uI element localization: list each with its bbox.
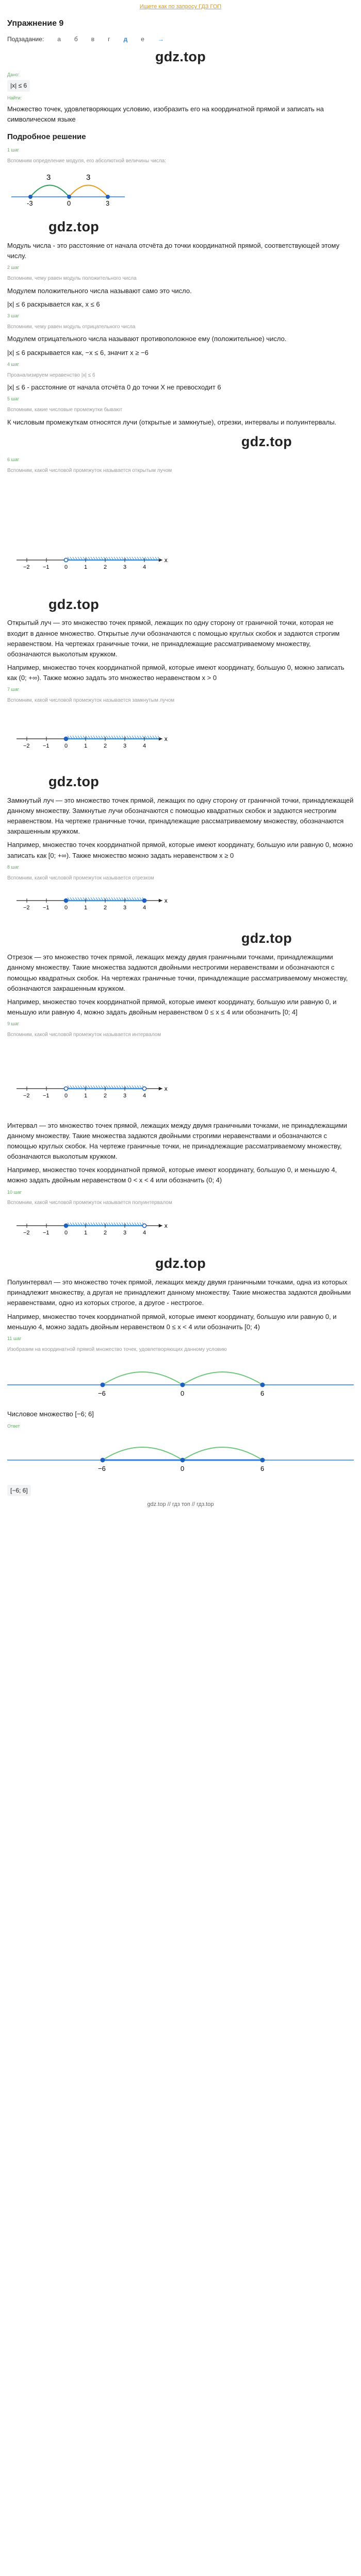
watermark-3: gdz.top: [241, 433, 292, 449]
open-point: [142, 1224, 146, 1227]
open-ray-text-1: Открытый луч — это множество точек прямой, лежащих по одну сторону от граничной точки, которая не входит в данное множество. Открытые лучи обозначаются с помощью круглых скобок и задаются строгим неравенством. На чертежах граничные точки, не принадлежащие рассматриваемому множеству, обозначаются выколотым кружком.: [7, 619, 340, 658]
open-point: [142, 1087, 146, 1090]
axis-x-label: x: [164, 735, 168, 742]
axis-x-label: x: [164, 1084, 168, 1092]
step-8-tag: 8 шаг: [7, 864, 20, 870]
tick-label: 4: [143, 742, 146, 749]
interval-svg: [7, 1042, 265, 1114]
subtask-nav: [7, 35, 354, 44]
tick-label: −2: [23, 742, 30, 749]
positive-definition: Модулем положительного числа называют само это число.: [7, 286, 192, 295]
subtask-item-e[interactable]: е: [141, 35, 144, 43]
step-10-hint: Вспомним, какой числовой промежуток называется полуинтервалом: [7, 1200, 172, 1206]
step-5-hint: Вспомним, какие числовые промежутки бывают: [7, 407, 123, 413]
answer-value: [−6; 6]: [7, 1485, 31, 1497]
tick-label: 2: [104, 1092, 107, 1099]
step-1-tag: 1 шаг: [7, 147, 20, 153]
tick-label: 0: [64, 742, 68, 749]
tick-label: 0: [64, 564, 68, 571]
answer-figure: [7, 1432, 354, 1481]
axis-x-label: x: [164, 897, 168, 905]
step-5-tag: 5 шаг: [7, 396, 20, 402]
segment-text-2: Например, множество точек координатной прямой, которые имеют координату, большую или равную 0, и меньшую или равную 4, можно задать двойным неравенством 0 ≤ x ≤ 4 или обозначить [0; 4]: [7, 997, 337, 1016]
interval-text-2: Например, множество точек координатной прямой, которые имеют координату, большую 0, и меньшую 4, можно задать двойным неравенством 0 < x < 4 или обозначить (0; 4): [7, 1166, 337, 1184]
modulus-svg: [7, 168, 131, 210]
subtask-item-a[interactable]: а: [57, 35, 61, 43]
step-6-hint: Вспомним, какой числовой промежуток называется открытым лучом: [7, 467, 172, 473]
open-ray-figure: [7, 478, 354, 589]
watermark-5: gdz.top: [48, 773, 100, 789]
svg-text:3: 3: [86, 173, 91, 182]
footer-link-a[interactable]: gdz.top: [147, 1501, 166, 1508]
step-2-tag: 2 шаг: [7, 265, 20, 270]
find-tag: Найти:: [7, 95, 22, 100]
svg-text:−6: −6: [98, 1465, 106, 1473]
subtask-item-v[interactable]: в: [91, 35, 95, 43]
given-formula: |x| ≤ 6: [7, 80, 30, 92]
task-text: Множество точек, удовлетворяющих условию, изобразить его на координатной прямой и записать на символическом языке: [7, 105, 324, 123]
footer: [7, 1500, 354, 1509]
tick-label: 0: [64, 905, 68, 911]
closed-ray-text-2: Например, множество точек координатной прямой, которые имеют координату, большую или равную 0, можно записать как [0; +∞). Также множество можно задать неравенством x ≥ 0: [7, 841, 353, 859]
axis-x-label: x: [164, 556, 168, 564]
segment-text-1: Отрезок — это множество точек прямой, лежащих между двумя граничными точками, принадлежащими данному множеству. Такие множества задаются двойными нестрогими неравенствами и обозначаются с помощью квадратных скобок. На чертежах граничные точки, принадлежащие рассматриваемому множеству, обозначаются закрашенным кружком.: [7, 953, 348, 992]
segment-svg: [7, 885, 265, 921]
closed-point: [64, 899, 68, 903]
step-2-hint: Вспомним, чему равен модуль положительного числа: [7, 276, 137, 282]
tick-label: 3: [123, 905, 127, 911]
footer-link-b[interactable]: гдз топ: [172, 1501, 190, 1508]
tick-label: 1: [84, 742, 88, 749]
open-ray-text-2: Например, множество точек координатной прямой, которые имеют координату, большую 0, можно записать как (0; +∞). Также можно задать это множество неравенством x > 0: [7, 663, 344, 682]
closed-point: [142, 899, 146, 903]
result-svg: [7, 1357, 354, 1403]
step-4-tag: 4 шаг: [7, 361, 20, 367]
svg-text:3: 3: [46, 173, 51, 182]
watermark-1: gdz.top: [155, 49, 206, 65]
tick-label: 4: [143, 564, 146, 571]
svg-text:0: 0: [67, 199, 71, 207]
result-figure: [7, 1357, 354, 1406]
axis-arrow: [159, 899, 162, 903]
tick-label: 4: [143, 905, 146, 911]
subtask-item-b[interactable]: б: [74, 35, 78, 43]
tick-label: 1: [84, 905, 88, 911]
halfint-text-1: Полуинтервал — это множество точек прямой, лежащих между двумя граничными точками, одна из которых принадлежит множеству, а другая не принадлежит данному множеству. Такие множества задаются двойными неравенствами, одно из которых строгое, а другое - нестрогое.: [7, 1278, 351, 1307]
step-8-hint: Вспомним, какой числовой промежуток называется отрезком: [7, 875, 154, 881]
step-9-tag: 9 шаг: [7, 1021, 20, 1027]
tick-label: −1: [43, 742, 50, 749]
tick-label: 3: [123, 742, 127, 749]
tick-label: 4: [143, 1092, 146, 1099]
negative-formula: |x| ≤ 6 раскрывается как, −x ≤ 6, значит x ≥ −6: [7, 348, 149, 357]
open-point: [64, 1087, 68, 1090]
svg-text:6: 6: [260, 1389, 265, 1398]
tick-label: −1: [43, 1092, 50, 1099]
detailed-title: Подробное решение: [7, 132, 86, 142]
answer-tag: Ответ: [7, 1423, 20, 1429]
subtask-item-g[interactable]: г: [108, 35, 110, 43]
halfint-text-2: Например, множество точек координатной прямой, которые имеют координату, большую или равную 0, и меньшую 4, можно задать двойным неравенством 0 ≤ x < 4 или обозначить [0; 4): [7, 1312, 337, 1331]
step-11-tag: 11 шаг: [7, 1335, 22, 1341]
closed-point: [64, 1224, 68, 1227]
positive-formula: |x| ≤ 6 раскрывается как, x ≤ 6: [7, 300, 100, 308]
closed-ray-svg: [7, 708, 265, 765]
step-3-hint: Вспомним, чему равен модуль отрицательного числа: [7, 324, 136, 330]
svg-text:-3: -3: [27, 199, 33, 207]
tick-label: −2: [23, 564, 30, 571]
top-bar: [7, 0, 354, 14]
watermark-7: gdz.top: [155, 1256, 206, 1272]
halfint-svg: [7, 1210, 265, 1246]
tick-label: −1: [43, 905, 50, 911]
tick-label: −2: [23, 905, 30, 911]
svg-text:6: 6: [260, 1465, 265, 1473]
footer-sep: //: [167, 1501, 171, 1508]
svg-text:3: 3: [106, 199, 110, 207]
given-tag: Дано:: [7, 72, 20, 78]
segment-figure: [7, 885, 354, 924]
step-7-tag: 7 шаг: [7, 687, 20, 692]
subtask-label: Подзадание:: [7, 35, 44, 43]
halfint-figure: [7, 1210, 354, 1249]
next-arrow-icon[interactable]: →: [157, 35, 164, 43]
svg-text:−6: −6: [98, 1389, 106, 1398]
step-9-hint: Вспомним, какой числовой промежуток называется интервалом: [7, 1032, 161, 1038]
page-title: Упражнение 9: [7, 19, 64, 28]
closed-ray-figure: [7, 708, 354, 768]
modulus-illustration: [7, 168, 354, 213]
axis-x-label: x: [164, 1222, 168, 1229]
svg-text:0: 0: [180, 1389, 185, 1398]
step-1-hint: Вспомним определение модуля, его абсолютной величины числа:: [7, 158, 166, 164]
tick-label: 1: [84, 564, 88, 571]
tick-label: 1: [84, 1229, 88, 1236]
svg-text:0: 0: [180, 1465, 185, 1473]
analysis-text: |x| ≤ 6 - расстояние от начала отсчёта 0 до точки X не превосходит 6: [7, 383, 221, 392]
tick-label: 3: [123, 1092, 127, 1099]
tick-label: 1: [84, 1092, 88, 1099]
intervals-intro: К числовым промежуткам относятся лучи (открытые и замкнутые), отрезки, интервалы и полуинтервалы.: [7, 418, 337, 426]
interval-figure: [7, 1042, 354, 1117]
footer-link-c[interactable]: гдз.top: [196, 1501, 214, 1508]
answer-svg: [7, 1432, 354, 1478]
axis-arrow: [159, 1224, 162, 1227]
open-point: [64, 558, 68, 562]
tick-label: 2: [104, 1229, 107, 1236]
watermark-4: gdz.top: [48, 596, 100, 612]
tick-label: 2: [104, 564, 107, 571]
closed-ray-text-1: Замкнутый луч — это множество точек прямой, лежащих по одну сторону от граничной точки, принадлежащей данному множеству. Замкнутые лучи обозначаются с помощью квадратных скобок и задаются нестрогим неравенством. На чертеже граничные точки, принадлежащие рассматриваемому множеству, обозначаются закрашенным кружком.: [7, 796, 354, 836]
negative-definition: Модулем отрицательного числа называют противоположное ему (положительное) число.: [7, 335, 287, 343]
step-4-hint: Проанализируем неравенство |x| ≤ 6: [7, 372, 95, 378]
watermark-2: gdz.top: [48, 219, 100, 235]
footer-sep-2: //: [191, 1501, 195, 1508]
axis-arrow: [159, 1087, 162, 1090]
subtask-item-d[interactable]: д: [123, 35, 128, 43]
interval-text-1: Интервал — это множество точек прямой, лежащих между двумя граничными точками, не принадлежащими данному множеству. Такие множества задаются двойными строгими неравенствами и обозначаются с помощью круглых скобок. На чертеже граничные точки, не принадлежащие рассматриваемому множеству, обозначаются выколотым кружком.: [7, 1121, 348, 1161]
tick-label: −1: [43, 564, 50, 571]
tick-label: 2: [104, 905, 107, 911]
set-text: Числовое множество [−6; 6]: [7, 1410, 94, 1418]
tick-label: −2: [23, 1092, 30, 1099]
tick-label: 3: [123, 564, 127, 571]
tick-label: 4: [143, 1229, 146, 1236]
step-6-tag: 6 шаг: [7, 456, 20, 462]
tick-label: 2: [104, 742, 107, 749]
step-3-tag: 3 шаг: [7, 313, 20, 318]
modulus-definition: Модуль числа - это расстояние от начала отсчёта до точки координатной прямой, соответствующей этому числу.: [7, 241, 340, 260]
tick-label: −2: [23, 1229, 30, 1236]
closed-point: [64, 737, 68, 740]
tick-label: 0: [64, 1092, 68, 1099]
tick-label: 0: [64, 1229, 68, 1236]
open-ray-svg: [7, 478, 265, 586]
step-11-hint: Изобразим на координатной прямой множество точек, удовлетворяющих данному условию: [7, 1346, 227, 1352]
tick-label: 3: [123, 1229, 127, 1236]
step-10-tag: 10 шаг: [7, 1189, 22, 1195]
top-link[interactable]: Ищете как по запросу ГДЗ ГОП: [139, 4, 222, 10]
watermark-6: gdz.top: [241, 930, 292, 946]
step-7-hint: Вспомним, какой числовой промежуток называется замкнутым лучом: [7, 698, 175, 704]
tick-label: −1: [43, 1229, 50, 1236]
